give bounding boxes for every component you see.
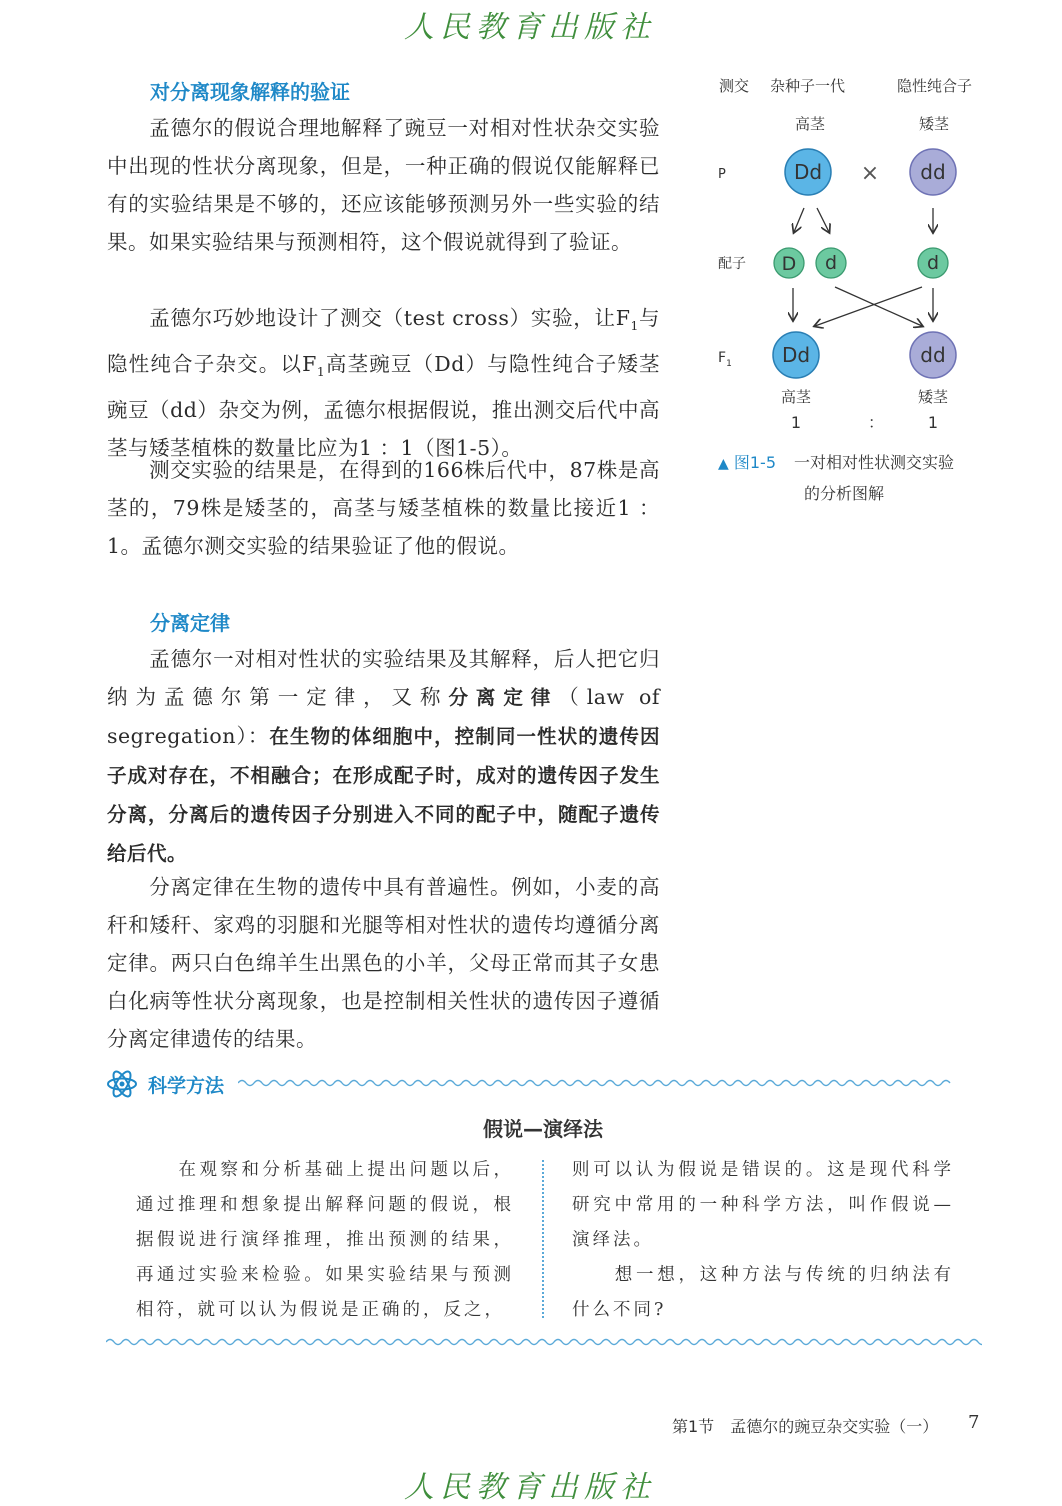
parent1-genotype: Dd xyxy=(793,160,823,184)
section-title-law: 分离定律 xyxy=(150,611,230,635)
parent2-genotype: dd xyxy=(920,160,946,184)
testcross-svg xyxy=(700,70,1000,450)
gamete2-label: d xyxy=(824,252,838,274)
paragraph-4 xyxy=(107,640,660,873)
label-recessive: 隐性纯合子 xyxy=(897,77,973,95)
wave-divider-top xyxy=(238,1077,976,1089)
method-header xyxy=(106,1066,224,1102)
paragraph-3 xyxy=(107,451,660,565)
label-offspring-short: 矮茎 xyxy=(917,388,949,406)
arrow-p1-to-d-small xyxy=(817,208,829,232)
method-title: 假说—演绎法 xyxy=(483,1117,603,1141)
label-parent-short: 矮茎 xyxy=(919,115,950,133)
page-footer xyxy=(672,1414,938,1437)
term-law-of-segregation: 分离定律 xyxy=(448,686,559,709)
arrow-d-to-Dd xyxy=(815,287,922,326)
atom-icon xyxy=(106,1068,138,1100)
figure-caption xyxy=(718,448,998,509)
paragraph-2-text-b: 与隐性纯合子杂交。以F xyxy=(107,306,661,377)
row-label-f1-sub: 1 xyxy=(726,359,732,369)
row-label-gamete: 配子 xyxy=(718,256,746,272)
paragraph-1 xyxy=(107,109,660,261)
paragraph-5 xyxy=(107,868,660,1058)
publisher-logo-text-bottom: 人民教育出版社 xyxy=(404,1470,656,1505)
label-parent-tall: 高茎 xyxy=(795,115,826,133)
publisher-logo-top xyxy=(380,2,680,46)
caption-number: 图1-5 xyxy=(733,453,777,472)
caption-triangle-icon: ▲ xyxy=(718,456,729,472)
caption-line-2: 的分析图解 xyxy=(804,484,885,503)
caption-line-1: 一对相对性状测交实验 xyxy=(794,453,955,472)
gamete1-label: D xyxy=(781,253,797,275)
row-label-f1-text: F xyxy=(718,350,727,366)
cross-symbol: × xyxy=(860,161,880,186)
label-testcross: 测交 xyxy=(719,77,750,95)
footer-section: 第1节 xyxy=(672,1417,715,1436)
subscript-1: 1 xyxy=(630,319,639,334)
publisher-logo-text: 人民教育出版社 xyxy=(404,10,656,45)
paragraph-3-text: 测交实验的结果是，在得到的166株后代中，87株是高茎的，79株是矮茎的，高茎与矮茎植株的数量比接近1 ：1。孟德尔测交实验的结果验证了他的假说。 xyxy=(107,458,660,558)
row-label-f1 xyxy=(718,350,732,369)
subscript-1b: 1 xyxy=(316,365,326,380)
method-column-right xyxy=(572,1153,954,1328)
section-title-verification: 对分离现象解释的验证 xyxy=(150,80,350,104)
method-right-text-2: 想一想，这种方法与传统的归纳法有什么不同? xyxy=(572,1265,954,1320)
ratio-left: 1 xyxy=(790,413,802,432)
wave-divider-bottom xyxy=(106,1336,982,1348)
label-offspring-tall: 高茎 xyxy=(780,388,812,406)
paragraph-1-text: 孟德尔的假说合理地解释了豌豆一对相对性状杂交实验中出现的性状分离现象，但是，一种正确的假说仅能解释已有的实验结果是不够的，还应该能够预测另外一些实验的结果。如果实验结果与预测相符，这个假说就得到了验证。 xyxy=(107,116,660,254)
arrow-p1-to-d xyxy=(794,208,804,232)
paragraph-2-text-a: 孟德尔巧妙地设计了测交（test cross）实验，让F xyxy=(149,306,631,330)
method-left-text: 在观察和分析基础上提出问题以后，通过推理和想象提出解释问题的假说，根据假说进行演绎推理，推出预测的结果，再通过实验来检验。如果实验结果与预测相符，就可以认为假说是正确的，反之， xyxy=(136,1160,514,1320)
gamete3-label: d xyxy=(926,252,940,274)
label-f1-hybrid: 杂种子一代 xyxy=(770,77,846,95)
method-right-text-1: 则可以认为假说是错误的。这是现代科学研究中常用的一种科学方法，叫作假说—演绎法。 xyxy=(572,1160,954,1250)
ratio-right: 1 xyxy=(927,413,939,432)
ratio-colon: ： xyxy=(867,413,885,432)
paragraph-2-text-c: 高茎豌豆（Dd）与隐性纯合子矮茎豌豆（dd）杂交为例，孟德尔根据假说，推出测交后代中高茎与矮茎植株的数量比应为1 ：1（图1-5）。 xyxy=(107,352,660,461)
method-label: 科学方法 xyxy=(148,1074,225,1097)
arrow-d-to-dd xyxy=(835,287,922,326)
footer-title: 孟德尔的豌豆杂交实验（一） xyxy=(730,1417,939,1436)
offspring2-genotype: dd xyxy=(920,343,946,367)
law-definition: 在生物的体细胞中，控制同一性状的遗传因子成对存在，不相融合；在形成配子时，成对的遗传因子发生分离，分离后的遗传因子分别进入不同的配子中，随配子遗传给后代。 xyxy=(107,725,660,865)
page-number: 7 xyxy=(968,1412,980,1433)
paragraph-4-text-c: （law of segregation）： xyxy=(107,685,660,748)
paragraph-5-text: 分离定律在生物的遗传中具有普遍性。例如，小麦的高秆和矮秆、家鸡的羽腿和光腿等相对性状的遗传均遵循分离定律。两只白色绵羊生出黑色的小羊，父母正常而其子女患白化病等性状分离现象，也是控制相关性状的遗传因子遵循分离定律遗传的结果。 xyxy=(107,875,660,1051)
testcross-diagram xyxy=(700,70,1000,510)
row-label-p: P xyxy=(718,167,726,182)
paragraph-2 xyxy=(107,299,660,467)
method-column-left xyxy=(136,1153,514,1328)
method-column-divider xyxy=(542,1160,544,1318)
publisher-logo-bottom xyxy=(380,1462,680,1506)
paragraph-4-text-a: 孟德尔一对相对性状的实验结果及其解释，后人把它归纳为孟德尔第一定律，又称 xyxy=(107,647,660,709)
offspring1-genotype: Dd xyxy=(781,343,811,367)
